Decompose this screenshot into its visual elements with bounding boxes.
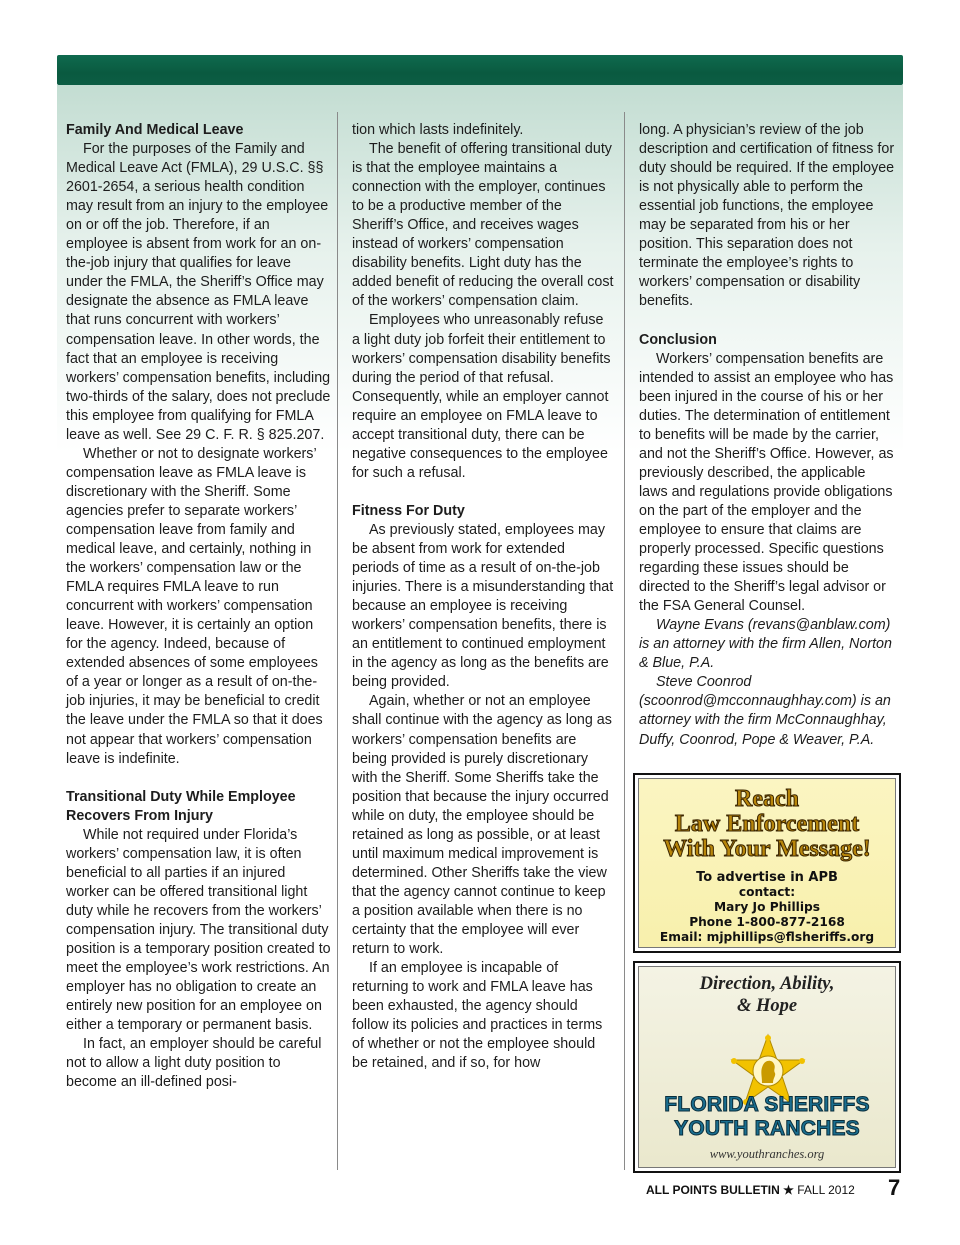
section-heading: Conclusion	[639, 331, 717, 348]
column-divider	[337, 112, 338, 1170]
ad-contact-phone: Phone 1-800-877-2168	[689, 915, 845, 929]
ad-headline: Law Enforcement	[674, 811, 860, 837]
ad-headline: With Your Message!	[663, 836, 871, 862]
paragraph: As previously stated, employees may be absent from work for extended periods of time as a result of on-the-job injuries. There is a misunderstanding that because an employee is receiving workers’ compensation benefits, there is an entitlement to continued employment in the agency as long as the benefits are being provided.	[352, 521, 614, 691]
youth-ranches-ad	[633, 961, 901, 1173]
author-bio: Steve Coonrod (scoonrod@mcconnaughhay.com) is an attorney with the firm McConnaughhay, Duffy, Coonrod, Pope & Weaver, P.A.	[639, 674, 891, 748]
paragraph: long. A physician’s review of the job description and certification of fitness for duty should be required. If the employee is not physically able to perform the essential job functions, the employee may be separated from his or her position. This separation does not terminate the employee’s rights to workers’ compensation or disability benefits.	[639, 122, 895, 310]
header-banner	[57, 55, 903, 85]
publication-name: ALL POINTS BULLETIN ★	[646, 1183, 794, 1197]
paragraph: Employees who unreasonably refuse a light duty job forfeit their entitlement to workers’ compensation disability benefits during the period of that refusal. Consequently, while an employer cannot require an employee on FMLA leave to accept transitional duty, there can be negative consequences to the employee for such a refusal.	[352, 312, 611, 481]
paragraph: tion which lasts indefinitely.	[352, 122, 524, 138]
section-heading: Transitional Duty While Employee Recovers From Injury	[66, 788, 296, 824]
ad-tagline: & Hope	[736, 996, 798, 1016]
ad-contact-email: Email: mjphillips@flsheriffs.org	[659, 930, 875, 944]
issue-label: FALL 2012	[797, 1183, 855, 1197]
paragraph: While not required under Florida’s workers’ compensation law, it is often beneficial to all parties if an injured worker can be offered transitional light duty while he recovers from the workers’ compensation injury. The transitional duty position is a temporary position created to meet the employee’s work restrictions. An employer has no obligation to create an entirely new position for an employee on either a temporary or permanent basis.	[66, 826, 331, 1034]
spacer	[639, 311, 896, 330]
article-column-1	[66, 121, 331, 1092]
ad-tagline: Direction, Ability,	[699, 974, 835, 994]
ad-org-name: FLORIDA SHERIFFS	[664, 1093, 870, 1116]
article-column-3	[639, 121, 896, 750]
article-column-2	[352, 121, 614, 1073]
ad-contact-name: Mary Jo Phillips	[714, 900, 820, 914]
paragraph: For the purposes of the Family and Medical Leave Act (FMLA), 29 U.S.C. §§ 2601-2654, a serious health condition may result from an injury to the employee on or off the job. Therefore, if an employee is absent from work for an on-the-job injury that qualifies for leave under the FMLA, the Sheriff’s Office may designate the absence as FMLA leave that runs concurrent with workers’ compensation leave. In other words, the fact that an employee is receiving workers’ compensation benefits, including two-thirds of the salary, does not preclude this employee from qualifying for FMLA leave as well. See 29 C. F. R. § 825.207.	[66, 141, 331, 443]
paragraph: In fact, an employer should be careful not to allow a light duty position to become an ill-defined posi-	[66, 1036, 322, 1091]
apb-advertising-ad	[633, 773, 901, 953]
page-number: 7	[888, 1175, 901, 1200]
spacer	[66, 769, 331, 788]
paragraph: The benefit of offering transitional duty is that the employee maintains a connection with the employer, continues to be a productive member of the Sheriff’s Office, and receives wages instead of workers’ compensation disability benefits. Light duty has the added benefit of reducing the overall cost of the workers’ compensation claim.	[352, 141, 614, 310]
page-footer	[646, 1175, 901, 1200]
section-heading: Fitness For Duty	[352, 502, 465, 519]
paragraph: Whether or not to designate workers’ compensation leave as FMLA leave is discretionary with the Sheriff. Some agencies prefer to separate workers’ compensation leave from family and medical leave, and certainly, nothing in the workers’ compensation law or the FMLA requires FMLA leave to run concurrent with workers’ compensation leave. However, it is certainly an option for the agency. Indeed, because of extended absences of some employees of a year or longer as a result of on-the-job injuries, it may be beneficial to credit the leave under the FMLA so that it does not appear that workers’ compensation leave is indefinite.	[66, 445, 323, 767]
column-divider	[624, 112, 625, 1170]
paragraph: Workers’ compensation benefits are intended to assist an employee who has been injured in the course of his or her duties. The determination of entitlement to benefits will be made by the carrier, and not the Sheriff’s Office. However, as previously described, the applicable laws and regulations provide obligations on the part of the employer and the employee to ensure that claims are properly processed. Specific questions regarding these issues should be directed to the Sheriff’s legal advisor or the FSA General Counsel.	[639, 350, 894, 615]
spacer	[352, 483, 614, 502]
section-heading: Family And Medical Leave	[66, 122, 244, 138]
ad-org-name: YOUTH RANCHES	[674, 1117, 860, 1140]
ad-contact-line: contact:	[738, 885, 796, 899]
paragraph: If an employee is incapable of returning to work and FMLA leave has been exhausted, the agency should follow its policies and practices in terms of whether or not the employee should be retained, and if so, for how	[352, 960, 603, 1072]
paragraph: Again, whether or not an employee shall continue with the agency as long as workers’ compensation benefits are being provided is purely discretionary with the Sheriff. Some Sheriffs take the position that because the injury occurred while on duty, the employee should be retained as long as possible, or at least until maximum medical improvement is determined. Other Sheriffs take the view that the agency cannot continue to keep a position available when there is no certainty that the employee will ever return to work.	[352, 693, 612, 958]
ad-headline: Reach	[735, 786, 799, 812]
ad-url: www.youthranches.org	[709, 1147, 825, 1161]
author-bio: Wayne Evans (revans@anblaw.com) is an attorney with the firm Allen, Norton & Blue, P.A.	[639, 617, 892, 672]
ad-contact-line: To advertise in APB	[696, 870, 838, 885]
